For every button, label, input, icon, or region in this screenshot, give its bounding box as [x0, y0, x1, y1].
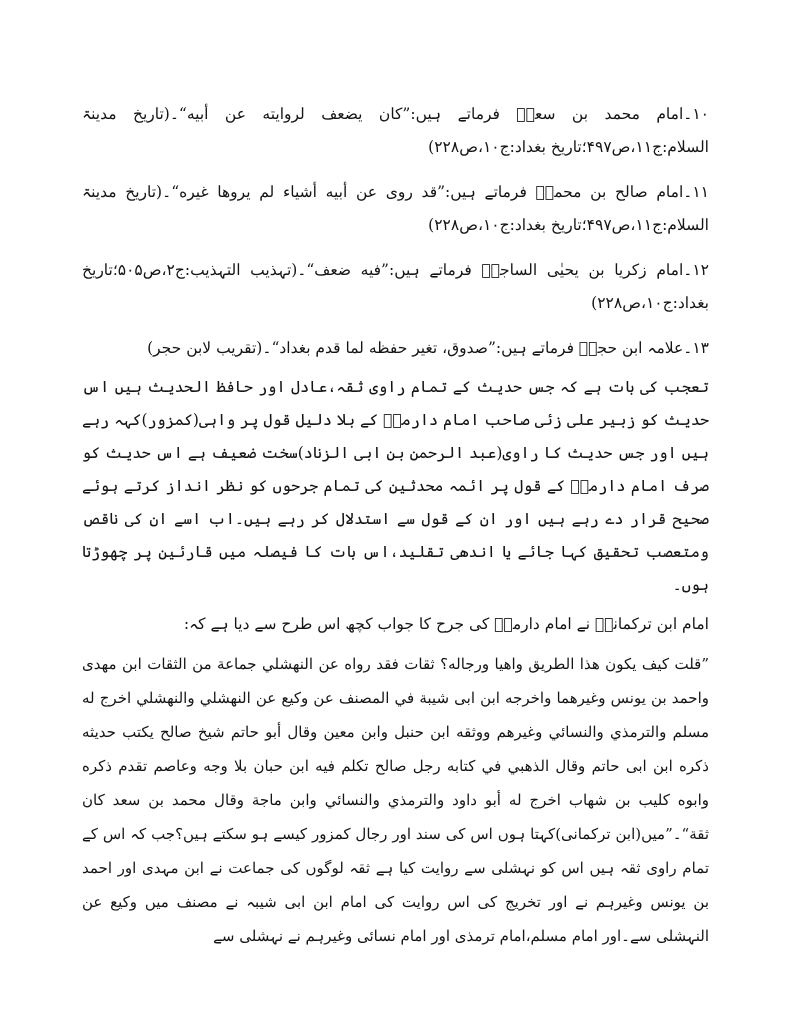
commentary-paragraph: تعجب کی بات ہے کہ جس حدیث کے تمام راوی ثقہ،عادل اور حافظ الحدیث ہیں اس حدیث کو زبیر علی زئی صاحب امام دارمیؒ کے بلا دلیل قول پر واہی(کمزور)کہہ رہے ہیں اور جس حدیث کا راوی(عبد الرحمن بن ابی الزناد)سخت ضعیف ہے اس حدیث کو صرف امام دارمیؒ کے قول پر ائمہ محدثین کی تمام جرحوں کو نظر انداز کرتے ہوئے صحیح قرار دے رہے ہیں اور ان کے قول سے استدلال کر رہے ہیں۔اب اسے ان کی ناقص ومتعصب تحقیق کہا جائے یا اندھی تقلید،اس بات کا فیصلہ میں قارئین پر چھوڑتا ہوں۔	[82, 378, 709, 594]
citation-paragraph-11: ۱۱۔امام صالح بن محمدؒ فرماتے ہیں:”قد روى عن أبيه أشياء لم يروها غيره“۔(تاریخ مدینۃ السلام:ج۱۱،ص۴۹۷؛تاریخ بغداد:ج۱۰،ص۲۲۸)	[82, 183, 709, 234]
turkmani-intro-paragraph: امام ابن ترکمانیؒ نے امام دارمیؒ کی جرح کا جواب کچھ اس طرح سے دیا ہے کہ:	[183, 615, 709, 633]
citation-paragraph-12: ۱۲۔امام زکریا بن یحیٰی الساجیؒ فرماتے ہیں:”فيه ضعف“۔(تہذیب التہذیب:ج۲،ص۵۰۵؛تاریخ بغداد:ج۱۰،ص۲۲۸)	[82, 261, 709, 312]
citation-paragraph-13: ۱۳۔علامہ ابن حجرؒ فرماتے ہیں:”صدوق، تغير حفظه لما قدم بغداد“۔(تقریب لابن حجر)	[147, 339, 709, 357]
citation-paragraph-10: ۱۰۔امام محمد بن سعدؒ فرماتے ہیں:”كان يضعف لروايته عن أبيه“۔(تاریخ مدینۃ السلام:ج۱۱،ص۴۹۷؛تاریخ بغداد:ج۱۰،ص۲۲۸)	[82, 105, 709, 156]
arabic-quote-paragraph: ”قلت كيف يكون هذا الطريق واهيا ورجاله؟ ثقات فقد رواه عن النهشلي جماعة من الثقات ابن مهدى واحمد بن يونس وغيرهما واخرجه ابن ابى شيبة في المصنف عن وكيع عن النهشلي والنهشلي اخرج له مسلم والترمذي والنسائي وغيرهم ووثقه ابن حنبل وابن معين وقال أبو حاتم شيخ صالح يكتب حديثه ذكره ابن ابى حاتم وقال الذهبي في كتابه رجل صالح تكلم فيه ابن حبان بلا وجه وعاصم تقدم ذكره وابوه كليب بن شهاب اخرج له أبو داود والترمذي والنسائي وابن ماجة وقال محمد بن سعد كان ثقة“۔”میں(ابن ترکمانی)کہتا ہوں اس کی سند اور رجال کمزور کیسے ہو سکتے ہیں؟جب کہ اس کے تمام راوی ثقہ ہیں اس کو نہشلی سے روایت کیا ہے ثقہ لوگوں کی جماعت نے ابن مہدی اور احمد بن یونس وغیرہم نے اور تخریج کی اس روایت کی امام ابن ابی شیبہ نے مصنف میں وکیع عن النہشلی سے۔اور امام مسلم،امام ترمذی اور امام نسائی وغیرہم نے نہشلی سے	[82, 655, 709, 945]
